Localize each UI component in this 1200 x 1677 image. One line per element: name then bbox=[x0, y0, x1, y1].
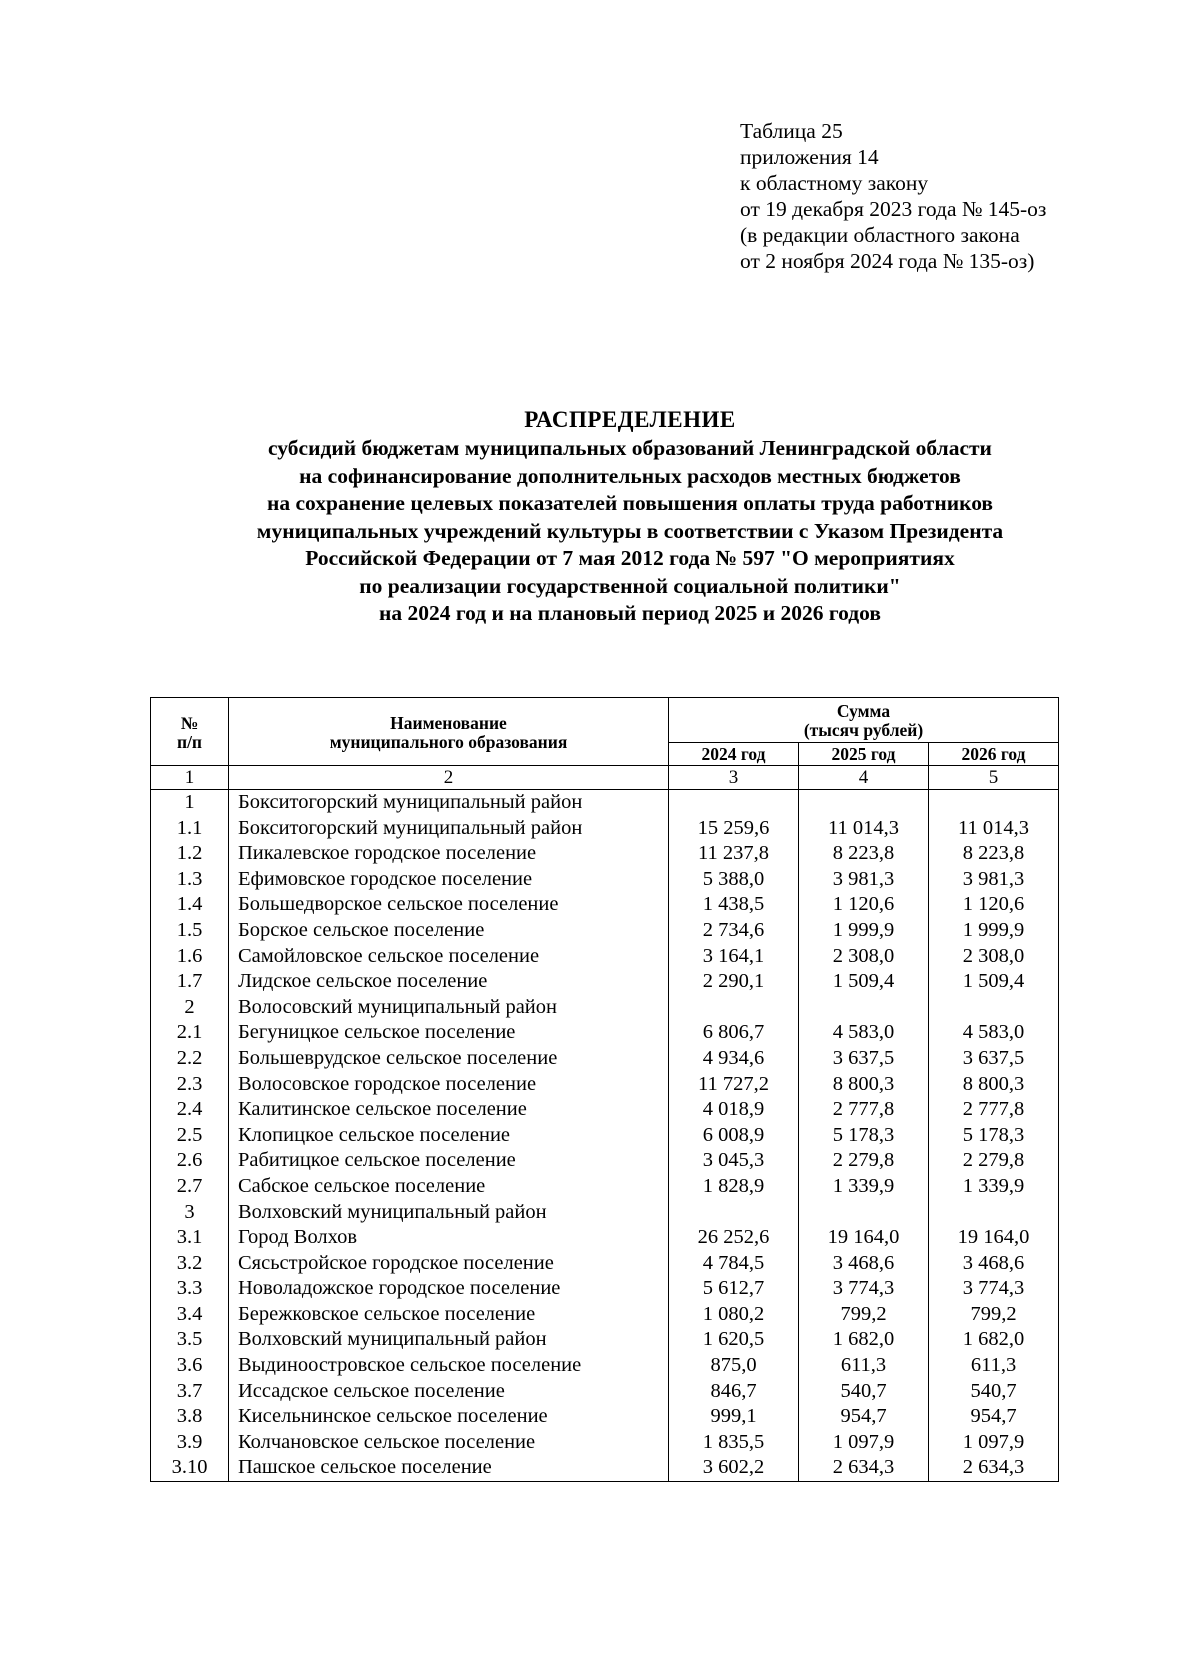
amount-2026 bbox=[929, 790, 1059, 816]
amount-2024: 6 008,9 bbox=[669, 1123, 799, 1149]
table-row bbox=[151, 1251, 1059, 1277]
table-row bbox=[151, 995, 1059, 1021]
amount-2025: 2 634,3 bbox=[799, 1455, 929, 1481]
amount-2025: 3 981,3 bbox=[799, 867, 929, 893]
row-number: 3.5 bbox=[151, 1327, 229, 1353]
municipality-name: Калитинское сельское поселение bbox=[229, 1097, 669, 1123]
row-number: 3.6 bbox=[151, 1353, 229, 1379]
amount-2024: 6 806,7 bbox=[669, 1020, 799, 1046]
amount-2026: 2 777,8 bbox=[929, 1097, 1059, 1123]
municipality-name: Борское сельское поселение bbox=[229, 918, 669, 944]
municipality-name: Колчановское сельское поселение bbox=[229, 1430, 669, 1456]
amount-2025 bbox=[799, 995, 929, 1021]
amount-2026 bbox=[929, 1200, 1059, 1226]
title-line: муниципальных учреждений культуры в соответствии с Указом Президента bbox=[256, 518, 1004, 543]
amount-2026: 1 682,0 bbox=[929, 1327, 1059, 1353]
row-number: 3 bbox=[151, 1200, 229, 1226]
municipality-name: Сабское сельское поселение bbox=[229, 1174, 669, 1200]
amount-2025: 19 164,0 bbox=[799, 1225, 929, 1251]
title-main: РАСПРЕДЕЛЕНИЕ bbox=[524, 407, 736, 432]
amount-2024: 3 602,2 bbox=[669, 1455, 799, 1481]
municipality-name: Выдиноостровское сельское поселение bbox=[229, 1353, 669, 1379]
amount-2024: 5 612,7 bbox=[669, 1276, 799, 1302]
amount-2026: 1 097,9 bbox=[929, 1430, 1059, 1456]
amount-2025: 2 777,8 bbox=[799, 1097, 929, 1123]
municipality-name: Бокситогорский муниципальный район bbox=[229, 790, 669, 816]
amount-2026: 3 774,3 bbox=[929, 1276, 1059, 1302]
header-name-line: муниципального образования bbox=[329, 731, 568, 752]
table-row bbox=[151, 1404, 1059, 1430]
amount-2025: 1 097,9 bbox=[799, 1430, 929, 1456]
row-number: 3.8 bbox=[151, 1404, 229, 1430]
municipality-name: Бегуницкое сельское поселение bbox=[229, 1020, 669, 1046]
amount-2024: 1 080,2 bbox=[669, 1302, 799, 1328]
amount-2024: 4 934,6 bbox=[669, 1046, 799, 1072]
header-name-line: Наименование bbox=[390, 712, 507, 733]
table-body bbox=[151, 790, 1059, 1482]
annex-line: от 2 ноября 2024 года № 135-оз) bbox=[740, 249, 1035, 273]
amount-2024: 4 784,5 bbox=[669, 1251, 799, 1277]
header-year-2026: 2026 год bbox=[929, 743, 1059, 766]
annex-reference bbox=[740, 118, 1046, 274]
municipality-name: Большедворское сельское поселение bbox=[229, 892, 669, 918]
header-sum bbox=[669, 698, 1059, 743]
table-row bbox=[151, 944, 1059, 970]
amount-2024: 2 734,6 bbox=[669, 918, 799, 944]
title-line: Российской Федерации от 7 мая 2012 года № 597 "О мероприятиях bbox=[305, 546, 955, 570]
column-number: 2 bbox=[229, 766, 669, 790]
amount-2024: 15 259,6 bbox=[669, 816, 799, 842]
amount-2026: 3 981,3 bbox=[929, 867, 1059, 893]
header-number-line: п/п bbox=[176, 731, 203, 752]
table-row bbox=[151, 1200, 1059, 1226]
header-sum-line: Сумма bbox=[836, 701, 891, 721]
municipality-name: Бокситогорский муниципальный район bbox=[229, 816, 669, 842]
municipality-name: Лидское сельское поселение bbox=[229, 969, 669, 995]
amount-2026: 1 509,4 bbox=[929, 969, 1059, 995]
table-row bbox=[151, 1174, 1059, 1200]
header-year-2024: 2024 год bbox=[669, 743, 799, 766]
title-line: субсидий бюджетам муниципальных образований Ленинградской области bbox=[268, 436, 992, 460]
table-row bbox=[151, 1123, 1059, 1149]
row-number: 1.7 bbox=[151, 969, 229, 995]
amount-2025: 11 014,3 bbox=[799, 816, 929, 842]
table-row bbox=[151, 892, 1059, 918]
table-row bbox=[151, 1302, 1059, 1328]
amount-2026: 4 583,0 bbox=[929, 1020, 1059, 1046]
amount-2026: 1 999,9 bbox=[929, 918, 1059, 944]
table-row bbox=[151, 1353, 1059, 1379]
amount-2026: 11 014,3 bbox=[929, 816, 1059, 842]
municipality-name: Клопицкое сельское поселение bbox=[229, 1123, 669, 1149]
row-number: 1.2 bbox=[151, 841, 229, 867]
amount-2025: 1 682,0 bbox=[799, 1327, 929, 1353]
distribution-table bbox=[150, 697, 1059, 1482]
table-row bbox=[151, 1097, 1059, 1123]
table-row bbox=[151, 1072, 1059, 1098]
row-number: 1.1 bbox=[151, 816, 229, 842]
column-number: 3 bbox=[669, 766, 799, 790]
amount-2025 bbox=[799, 790, 929, 816]
header-number-line: № bbox=[180, 712, 199, 733]
amount-2025: 1 509,4 bbox=[799, 969, 929, 995]
amount-2026: 2 634,3 bbox=[929, 1455, 1059, 1481]
amount-2024: 1 828,9 bbox=[669, 1174, 799, 1200]
amount-2026: 1 339,9 bbox=[929, 1174, 1059, 1200]
table-header bbox=[151, 698, 1059, 766]
row-number: 2.2 bbox=[151, 1046, 229, 1072]
document-title bbox=[100, 405, 1160, 628]
row-number: 2.4 bbox=[151, 1097, 229, 1123]
municipality-name: Город Волхов bbox=[229, 1225, 669, 1251]
amount-2025: 3 774,3 bbox=[799, 1276, 929, 1302]
amount-2024: 11 727,2 bbox=[669, 1072, 799, 1098]
row-number: 3.4 bbox=[151, 1302, 229, 1328]
amount-2026: 611,3 bbox=[929, 1353, 1059, 1379]
amount-2025: 8 800,3 bbox=[799, 1072, 929, 1098]
amount-2025: 1 999,9 bbox=[799, 918, 929, 944]
annex-line: приложения 14 bbox=[740, 145, 879, 169]
municipality-name: Иссадское сельское поселение bbox=[229, 1379, 669, 1405]
municipality-name: Рабитицкое сельское поселение bbox=[229, 1148, 669, 1174]
title-line: на сохранение целевых показателей повышения оплаты труда работников bbox=[266, 491, 994, 515]
amount-2026: 3 468,6 bbox=[929, 1251, 1059, 1277]
table-row bbox=[151, 1379, 1059, 1405]
amount-2025: 611,3 bbox=[799, 1353, 929, 1379]
table-row bbox=[151, 841, 1059, 867]
amount-2025: 799,2 bbox=[799, 1302, 929, 1328]
row-number: 1.4 bbox=[151, 892, 229, 918]
column-numbers bbox=[151, 766, 1059, 790]
amount-2024: 1 835,5 bbox=[669, 1430, 799, 1456]
amount-2025: 5 178,3 bbox=[799, 1123, 929, 1149]
annex-line: (в редакции областного закона bbox=[740, 223, 1020, 247]
row-number: 3.3 bbox=[151, 1276, 229, 1302]
amount-2025: 2 279,8 bbox=[799, 1148, 929, 1174]
municipality-name: Волховский муниципальный район bbox=[229, 1200, 669, 1226]
table-row bbox=[151, 1225, 1059, 1251]
row-number: 1.6 bbox=[151, 944, 229, 970]
title-line: на 2024 год и на плановый период 2025 и 2026 годов bbox=[379, 601, 881, 625]
amount-2024: 1 620,5 bbox=[669, 1327, 799, 1353]
column-number: 1 bbox=[151, 766, 229, 790]
amount-2024 bbox=[669, 995, 799, 1021]
amount-2026: 540,7 bbox=[929, 1379, 1059, 1405]
municipality-name: Самойловское сельское поселение bbox=[229, 944, 669, 970]
row-number: 2.5 bbox=[151, 1123, 229, 1149]
municipality-name: Пашское сельское поселение bbox=[229, 1455, 669, 1481]
amount-2026: 1 120,6 bbox=[929, 892, 1059, 918]
municipality-name: Большеврудское сельское поселение bbox=[229, 1046, 669, 1072]
table-row bbox=[151, 867, 1059, 893]
amount-2024 bbox=[669, 790, 799, 816]
header-year-2025: 2025 год bbox=[799, 743, 929, 766]
amount-2025 bbox=[799, 1200, 929, 1226]
annex-line: от 19 декабря 2023 года № 145-оз bbox=[740, 197, 1047, 221]
amount-2025: 3 637,5 bbox=[799, 1046, 929, 1072]
row-number: 3.2 bbox=[151, 1251, 229, 1277]
table-row bbox=[151, 790, 1059, 816]
amount-2025: 540,7 bbox=[799, 1379, 929, 1405]
title-line: на софинансирование дополнительных расходов местных бюджетов bbox=[299, 463, 961, 488]
amount-2024: 3 045,3 bbox=[669, 1148, 799, 1174]
amount-2024: 2 290,1 bbox=[669, 969, 799, 995]
amount-2024 bbox=[669, 1200, 799, 1226]
municipality-name: Бережковское сельское поселение bbox=[229, 1302, 669, 1328]
row-number: 2 bbox=[151, 995, 229, 1021]
amount-2026: 799,2 bbox=[929, 1302, 1059, 1328]
row-number: 1 bbox=[151, 790, 229, 816]
header-name bbox=[229, 698, 669, 766]
amount-2026: 8 800,3 bbox=[929, 1072, 1059, 1098]
municipality-name: Волосовский муниципальный район bbox=[229, 995, 669, 1021]
municipality-name: Сясьстройское городское поселение bbox=[229, 1251, 669, 1277]
row-number: 3.9 bbox=[151, 1430, 229, 1456]
row-number: 3.1 bbox=[151, 1225, 229, 1251]
title-line: по реализации государственной социальной политики" bbox=[359, 573, 901, 598]
amount-2024: 5 388,0 bbox=[669, 867, 799, 893]
row-number: 2.3 bbox=[151, 1072, 229, 1098]
amount-2024: 846,7 bbox=[669, 1379, 799, 1405]
table-row bbox=[151, 816, 1059, 842]
amount-2024: 4 018,9 bbox=[669, 1097, 799, 1123]
amount-2025: 1 120,6 bbox=[799, 892, 929, 918]
amount-2025: 954,7 bbox=[799, 1404, 929, 1430]
table-row bbox=[151, 1148, 1059, 1174]
municipality-name: Пикалевское городское поселение bbox=[229, 841, 669, 867]
amount-2025: 4 583,0 bbox=[799, 1020, 929, 1046]
table-row bbox=[151, 1276, 1059, 1302]
amount-2026 bbox=[929, 995, 1059, 1021]
table-row bbox=[151, 1327, 1059, 1353]
row-number: 3.10 bbox=[151, 1455, 229, 1481]
table-row bbox=[151, 1455, 1059, 1481]
municipality-name: Новоладожское городское поселение bbox=[229, 1276, 669, 1302]
amount-2026: 954,7 bbox=[929, 1404, 1059, 1430]
amount-2024: 999,1 bbox=[669, 1404, 799, 1430]
municipality-name: Волосовское городское поселение bbox=[229, 1072, 669, 1098]
municipality-name: Ефимовское городское поселение bbox=[229, 867, 669, 893]
amount-2026: 2 308,0 bbox=[929, 944, 1059, 970]
row-number: 2.6 bbox=[151, 1148, 229, 1174]
amount-2026: 2 279,8 bbox=[929, 1148, 1059, 1174]
row-number: 2.7 bbox=[151, 1174, 229, 1200]
header-number bbox=[151, 698, 229, 766]
amount-2024: 26 252,6 bbox=[669, 1225, 799, 1251]
table-row bbox=[151, 918, 1059, 944]
amount-2025: 2 308,0 bbox=[799, 944, 929, 970]
municipality-name: Кисельнинское сельское поселение bbox=[229, 1404, 669, 1430]
annex-line: Таблица 25 bbox=[740, 119, 843, 143]
amount-2025: 8 223,8 bbox=[799, 841, 929, 867]
table-row bbox=[151, 1430, 1059, 1456]
amount-2024: 1 438,5 bbox=[669, 892, 799, 918]
amount-2026: 5 178,3 bbox=[929, 1123, 1059, 1149]
table-row bbox=[151, 1020, 1059, 1046]
municipality-name: Волховский муниципальный район bbox=[229, 1327, 669, 1353]
amount-2026: 8 223,8 bbox=[929, 841, 1059, 867]
amount-2024: 875,0 bbox=[669, 1353, 799, 1379]
amount-2024: 3 164,1 bbox=[669, 944, 799, 970]
amount-2025: 3 468,6 bbox=[799, 1251, 929, 1277]
row-number: 2.1 bbox=[151, 1020, 229, 1046]
header-sum-line: (тысяч рублей) bbox=[803, 720, 924, 740]
amount-2026: 19 164,0 bbox=[929, 1225, 1059, 1251]
table-row bbox=[151, 969, 1059, 995]
column-number: 5 bbox=[929, 766, 1059, 790]
amount-2024: 11 237,8 bbox=[669, 841, 799, 867]
amount-2026: 3 637,5 bbox=[929, 1046, 1059, 1072]
row-number: 3.7 bbox=[151, 1379, 229, 1405]
amount-2025: 1 339,9 bbox=[799, 1174, 929, 1200]
row-number: 1.3 bbox=[151, 867, 229, 893]
column-number: 4 bbox=[799, 766, 929, 790]
annex-line: к областному закону bbox=[740, 171, 929, 195]
table-row bbox=[151, 1046, 1059, 1072]
row-number: 1.5 bbox=[151, 918, 229, 944]
